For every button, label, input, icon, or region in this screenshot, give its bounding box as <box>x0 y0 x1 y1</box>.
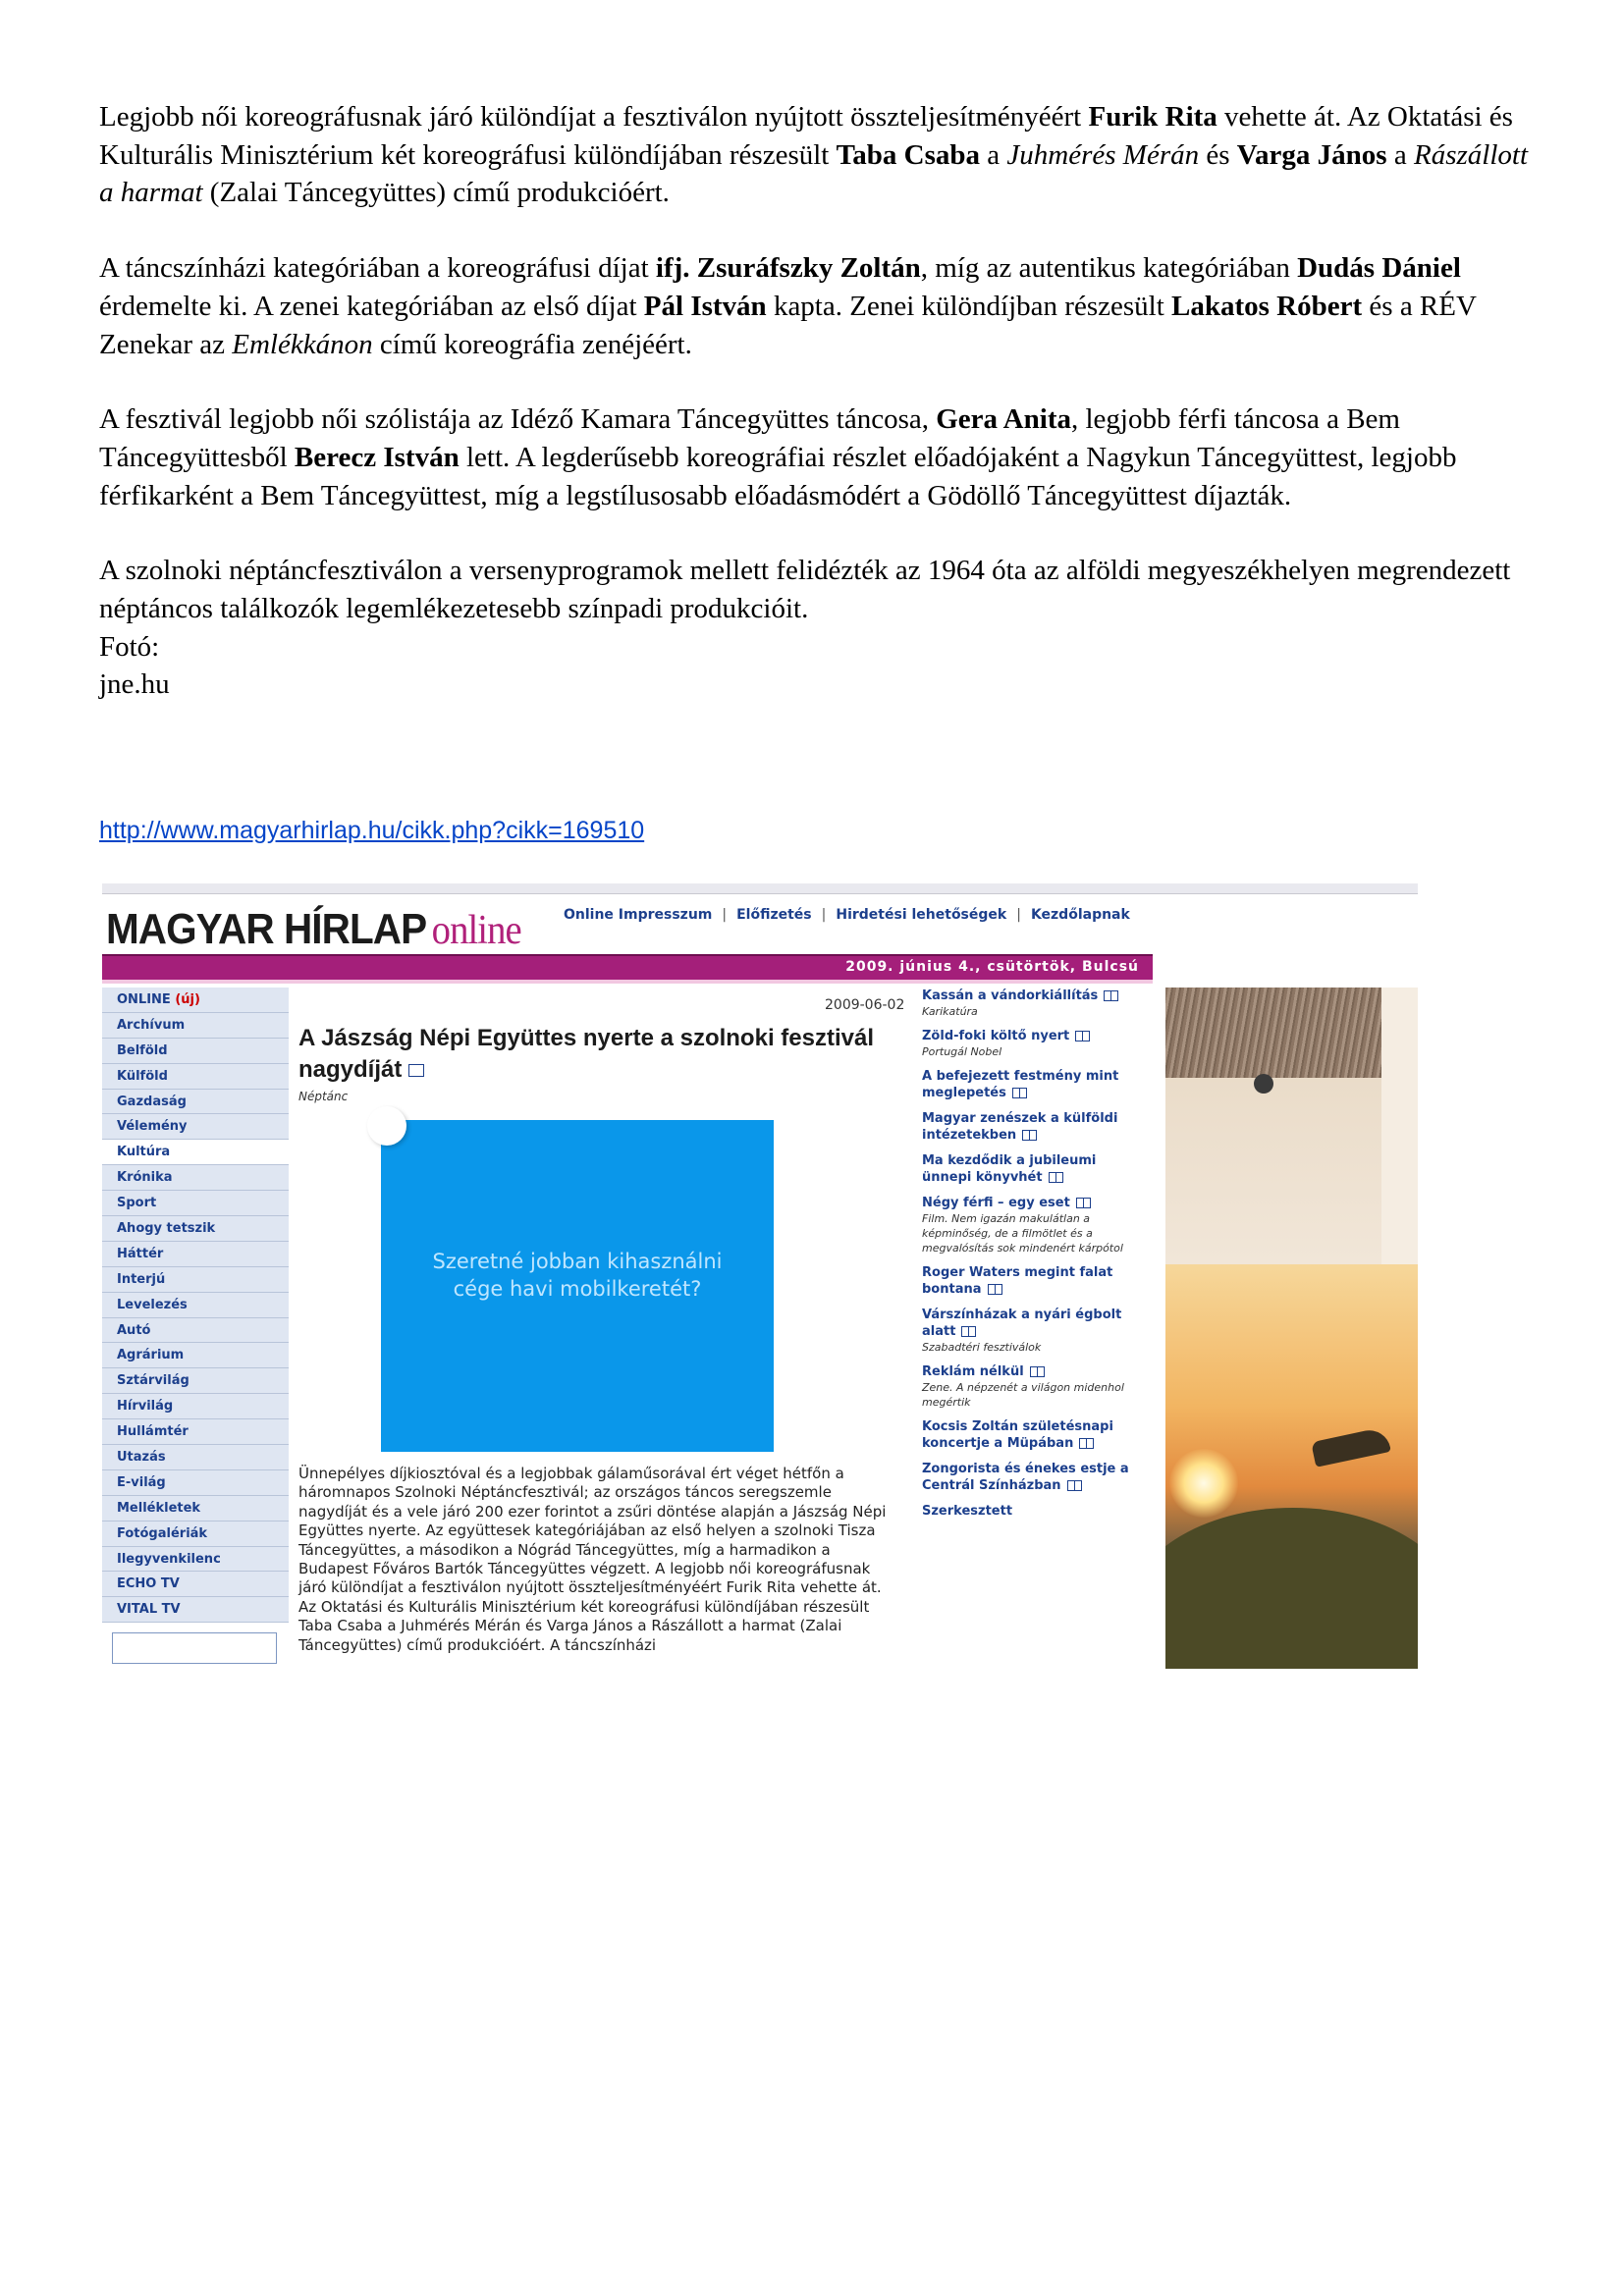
book-icon <box>1104 990 1118 1001</box>
new-badge: (új) <box>175 992 200 1007</box>
photo-paper <box>1165 1078 1381 1264</box>
embedded-website-screenshot <box>102 883 1418 1669</box>
book-icon <box>961 1326 976 1337</box>
text-run: , míg az autentikus kategóriában <box>920 252 1298 285</box>
related-title: Zöld-foki költő nyert <box>922 1029 1070 1043</box>
sun-icon <box>1169 1449 1238 1518</box>
name-bold: ifj. Zsuráfszky Zoltán <box>655 252 921 285</box>
print-icon[interactable] <box>408 1064 424 1077</box>
related-subtitle: Szabadtéri fesztiválok <box>922 1341 1042 1354</box>
name-bold: Gera Anita <box>936 403 1071 436</box>
related-article[interactable] <box>922 1152 1148 1186</box>
left-nav-item[interactable]: Mellékletek <box>102 1496 289 1522</box>
left-nav-item[interactable]: Utazás <box>102 1445 289 1470</box>
paragraph-awards-categories <box>99 249 1533 363</box>
nav-impresszum[interactable]: Online Impresszum <box>564 907 713 923</box>
related-article[interactable] <box>922 1110 1148 1144</box>
advertisement-banner[interactable] <box>381 1120 774 1452</box>
related-title: Magyar zenészek a külföldi intézetekben <box>922 1111 1118 1143</box>
photo-texture <box>1165 988 1381 1078</box>
left-nav-item[interactable]: Autó <box>102 1318 289 1344</box>
left-nav-item[interactable]: Sport <box>102 1191 289 1216</box>
text-run: című koreográfia zenéjéért. <box>372 328 692 360</box>
ad-text-line: cége havi mobilkeretét? <box>453 1277 702 1301</box>
name-bold: Berecz István <box>294 441 460 473</box>
left-nav-item[interactable]: Gazdaság <box>102 1090 289 1115</box>
site-logo[interactable] <box>106 905 521 954</box>
text-run: A fesztivál legjobb női szólistája az Idéző Kamara Táncegyüttes táncosa, <box>99 403 937 436</box>
related-title: A befejezett festmény mint meglepetés <box>922 1069 1119 1100</box>
top-nav: Online Impresszum | Előfizetés | Hirdetési lehetőségek | Kezdőlapnak <box>564 907 1130 923</box>
text-run: és <box>1199 138 1237 171</box>
pin-icon <box>1254 1074 1273 1094</box>
text-run: érdemelte ki. A zenei kategóriában az első díjat <box>99 290 644 322</box>
paragraph-awards-soloists <box>99 400 1533 514</box>
left-nav-item-active[interactable]: Kultúra <box>102 1140 289 1165</box>
left-nav-item[interactable]: Interjú <box>102 1267 289 1293</box>
name-bold: Lakatos Róbert <box>1171 290 1363 322</box>
book-icon <box>1049 1172 1063 1183</box>
search-input[interactable] <box>112 1632 277 1664</box>
left-nav-item[interactable]: Sztárvilág <box>102 1368 289 1394</box>
masthead <box>102 893 1153 954</box>
related-article[interactable] <box>922 1503 1148 1520</box>
related-subtitle: Zene. A népzenét a világon midenhol megértik <box>922 1381 1124 1409</box>
text-run: a <box>980 138 1007 171</box>
left-nav-item[interactable]: Háttér <box>102 1242 289 1267</box>
text-run: lett. A legderűsebb koreográfiai részlet előadójaként a Nagykun Táncegyüttest, legjobb férfikarként a Bem Táncegyüttest, míg a legstílusosabb előadásmódért a Gödöllő Táncegyüttest díjazták. <box>99 441 1457 511</box>
name-bold: Pál István <box>643 290 767 322</box>
related-title: Reklám nélkül <box>922 1364 1024 1379</box>
related-articles <box>922 988 1148 1528</box>
left-nav-item[interactable]: Hírvilág <box>102 1394 289 1419</box>
related-subtitle: Portugál Nobel <box>922 1045 1002 1058</box>
work-title-italic: Juhmérés Mérán <box>1006 138 1200 171</box>
left-nav-item[interactable]: Vélemény <box>102 1114 289 1140</box>
paragraph-festival-history: A szolnoki néptáncfesztiválon a versenyprogramok mellett felidézték az 1964 óta az alföldi megyeszékhelyen megrendezett néptáncos találkozók legemlékezetesebb színpadi produkcióit. <box>99 555 1511 625</box>
text-run: A táncszínházi kategóriában a koreográfusi díjat <box>99 252 656 285</box>
date-text: 2009. június 4., csütörtök, Bulcsú <box>845 959 1139 975</box>
divider <box>102 980 1153 984</box>
book-icon <box>1067 1480 1082 1491</box>
related-title: Kassán a vándorkiállítás <box>922 988 1099 1003</box>
text-run: Legjobb női koreográfusnak járó különdíjat a fesztiválon nyújtott összteljesítményéért <box>99 101 1089 133</box>
text-run: (Zalai Táncegyüttes) című produkcióért. <box>202 177 670 209</box>
photo-hill <box>1165 1508 1418 1669</box>
book-icon <box>1022 1130 1037 1141</box>
related-article[interactable] <box>922 1264 1148 1298</box>
side-photo <box>1165 988 1418 1669</box>
ad-text-line: Szeretné jobban kihasználni <box>432 1250 723 1273</box>
related-subtitle: Film. Nem igazán makulátlan a képminőség, de a filmötlet és a megvalósítás sok mindenért kárpótol <box>922 1212 1123 1255</box>
nav-hirdetes[interactable]: Hirdetési lehetőségek <box>836 907 1007 923</box>
paragraph-awards-choreography <box>99 98 1533 212</box>
related-title: Szerkesztett <box>922 1504 1013 1519</box>
related-title: Roger Waters megint falat bontana <box>922 1265 1113 1297</box>
left-nav-item[interactable]: Ahogy tetszik <box>102 1216 289 1242</box>
date-bar <box>102 954 1153 980</box>
article-title-text: A Jászság Népi Együttes nyerte a szolnoki fesztivál nagydíját <box>298 1025 874 1083</box>
related-title: Kocsis Zoltán születésnapi koncertje a Müpában <box>922 1419 1113 1451</box>
related-article[interactable] <box>922 988 1148 1019</box>
related-title: Négy férfi – egy eset <box>922 1196 1070 1210</box>
left-nav-item[interactable]: ECHO TV <box>102 1572 289 1597</box>
logo-text: MAGYAR HÍRLAP <box>106 905 427 953</box>
text-run: és a RÉV Zenekar az <box>99 290 1477 360</box>
left-nav <box>102 988 289 1664</box>
left-nav-item[interactable]: Ilegyvenkilenc <box>102 1547 289 1573</box>
left-nav-item[interactable]: Levelezés <box>102 1293 289 1318</box>
related-title: Ma kezdődik a jubileumi ünnepi könyvhét <box>922 1153 1097 1185</box>
related-article[interactable] <box>922 1363 1148 1410</box>
name-bold: Varga János <box>1236 138 1387 171</box>
name-bold: Furik Rita <box>1088 101 1217 133</box>
text-run: vehette át. Az Oktatási és Kulturális Minisztérium két koreográfusi különdíjában részesült <box>99 101 1513 171</box>
logo-online-text: online <box>431 908 521 953</box>
book-icon <box>1030 1366 1045 1377</box>
article-category: Néptánc <box>298 1090 349 1103</box>
book-icon <box>1012 1088 1027 1098</box>
article-body: Ünnepélyes díjkiosztóval és a legjobbak gálaműsorával ért véget hétfőn a háromnapos Szolnoki Néptáncfesztivál; az országos táncos seregszemle nagydíját és a vele járó 200 ezer forintot a zsűri döntése alapján a Jászság Népi Együttes nyerte. Az együttesek kategóriájában az első helyen a szolnoki Tisza Táncegyüttes, a másodikon a Nógrád Táncegyüttes, míg a harmadikon a Budapest Főváros Bartók Táncegyüttes végzett. A legjobb női koreográfusnak járó különdíjat a fesztiválon nyújtott összteljesítményéért Furik Rita vehette át. Az Oktatási és Kulturális Minisztérium két koreográfusi különdíjában részesült Taba Csaba a Juhmérés Mérán és Varga János a Rászállott a harmat (Zalai Táncegyüttes) című produkcióért. A táncszínházi <box>298 1465 887 1654</box>
nav-elofizetes[interactable]: Előfizetés <box>736 907 812 923</box>
text-run: a <box>1386 138 1414 171</box>
ad-decoration <box>367 1106 406 1146</box>
work-title-italic: Emlékkánon <box>232 328 373 360</box>
source-link[interactable]: http://www.magyarhirlap.hu/cikk.php?cikk=169510 <box>99 817 645 844</box>
text-run: , legjobb férfi táncosa a Bem Táncegyüttesből <box>99 403 1400 473</box>
photo-label: Fotó: <box>99 630 160 663</box>
ad-text <box>381 1248 774 1303</box>
text-run: kapta. Zenei különdíjban részesült <box>766 290 1172 322</box>
nav-kezdolap[interactable]: Kezdőlapnak <box>1030 907 1130 923</box>
left-nav-item[interactable]: Archívum <box>102 1013 289 1039</box>
left-nav-item[interactable]: E-világ <box>102 1470 289 1496</box>
book-icon <box>988 1284 1002 1295</box>
left-nav-item[interactable]: Krónika <box>102 1165 289 1191</box>
article-text <box>99 98 1533 704</box>
left-nav-item[interactable]: Hullámtér <box>102 1419 289 1445</box>
name-bold: Taba Csaba <box>836 138 981 171</box>
related-subtitle: Karikatúra <box>922 1005 978 1018</box>
left-nav-item[interactable]: Fotógalériák <box>102 1522 289 1547</box>
book-icon <box>1079 1438 1094 1449</box>
related-article[interactable] <box>922 1195 1148 1255</box>
book-icon <box>1075 1031 1090 1041</box>
book-icon <box>1076 1198 1091 1208</box>
related-article[interactable] <box>922 1068 1148 1101</box>
article-date: 2009-06-02 <box>825 997 905 1013</box>
left-nav-item-online[interactable] <box>102 988 289 1013</box>
related-article[interactable] <box>922 1307 1148 1355</box>
left-nav-item[interactable]: VITAL TV <box>102 1597 289 1623</box>
left-nav-item[interactable]: Külföld <box>102 1064 289 1090</box>
related-title: Várszínházak a nyári égbolt alatt <box>922 1308 1122 1339</box>
left-nav-label: ONLINE <box>117 992 171 1007</box>
photo-paper-edge <box>1381 988 1418 1272</box>
work-title-italic: Rászállott a harmat <box>99 138 1528 209</box>
related-article[interactable] <box>922 1028 1148 1059</box>
name-bold: Dudás Dániel <box>1297 252 1461 285</box>
photo-credit: jne.hu <box>99 668 170 701</box>
related-title: Zongorista és énekes estje a Centrál Színházban <box>922 1462 1129 1493</box>
left-nav-item[interactable]: Belföld <box>102 1039 289 1064</box>
article-title <box>298 1023 888 1086</box>
related-article[interactable] <box>922 1461 1148 1494</box>
related-article[interactable] <box>922 1418 1148 1452</box>
left-nav-item[interactable]: Agrárium <box>102 1343 289 1368</box>
